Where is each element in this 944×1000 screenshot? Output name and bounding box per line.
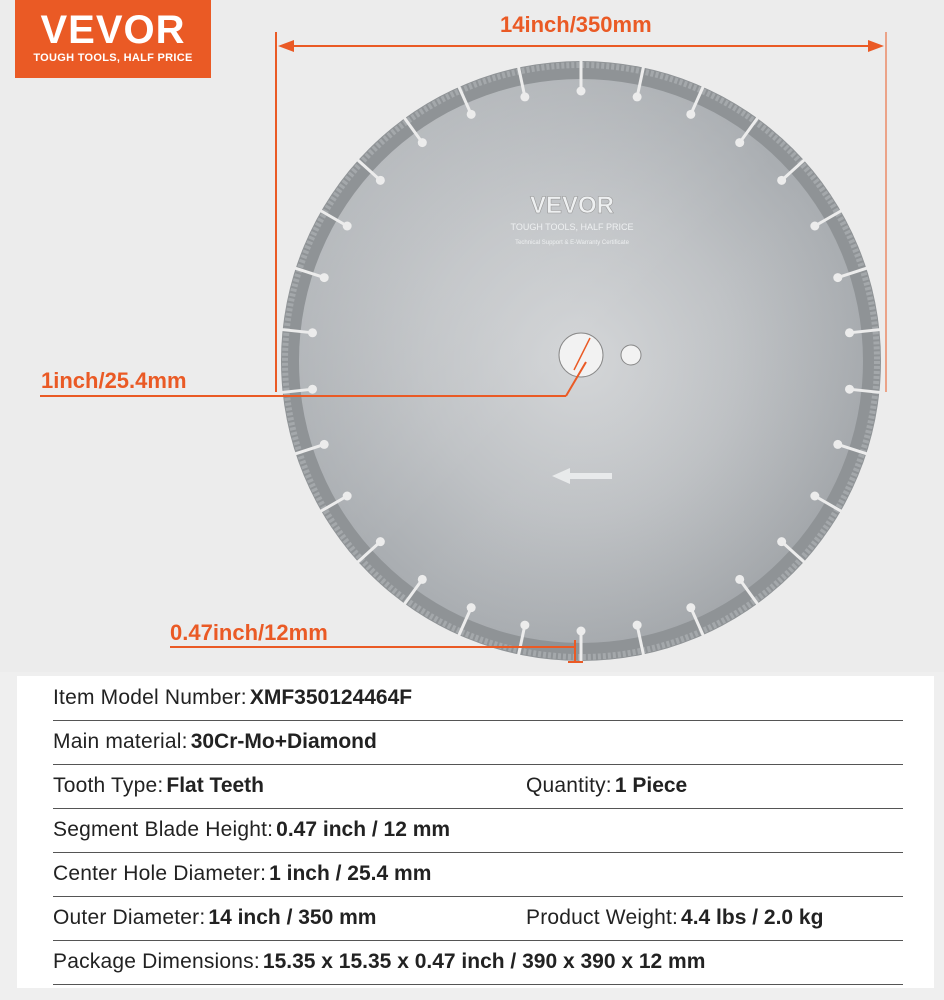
spec-value: 4.4 lbs / 2.0 kg xyxy=(681,906,824,929)
spec-value: 0.47 inch / 12 mm xyxy=(276,818,451,841)
logo-wordmark: VEVOR xyxy=(40,8,186,52)
gullet-hole xyxy=(633,92,642,101)
spec-label: Main material: xyxy=(53,730,188,753)
gullet-hole xyxy=(320,440,329,449)
spec-row-tooth-quantity xyxy=(53,764,903,809)
gullet-hole xyxy=(845,328,854,337)
gullet-hole xyxy=(343,222,352,231)
spec-row-material xyxy=(53,720,903,765)
center-hole-label: 1inch/25.4mm xyxy=(41,368,187,393)
gullet-hole xyxy=(833,440,842,449)
spec-label: Package Dimensions: xyxy=(53,950,260,973)
spec-row-segment xyxy=(53,808,903,853)
gullet-hole xyxy=(833,273,842,282)
spec-table xyxy=(17,676,934,988)
spec-value: Flat Teeth xyxy=(166,774,265,797)
spec-value: 30Cr-Mo+Diamond xyxy=(190,730,377,753)
spec-row-model xyxy=(53,676,903,721)
gullet-hole xyxy=(777,176,786,185)
gullet-hole xyxy=(418,138,427,147)
outer-diameter-label: 14inch/350mm xyxy=(500,12,652,37)
pin-hole xyxy=(621,345,641,365)
spec-value: 1 Piece xyxy=(614,774,688,797)
gullet-hole xyxy=(467,110,476,119)
gullet-hole xyxy=(320,273,329,282)
spec-label: Segment Blade Height: xyxy=(53,818,274,841)
spec-label: Tooth Type: xyxy=(53,774,164,797)
gullet-hole xyxy=(418,575,427,584)
segment-height-label: 0.47inch/12mm xyxy=(170,620,328,645)
gullet-hole xyxy=(735,138,744,147)
spec-value: 14 inch / 350 mm xyxy=(208,906,377,929)
spec-label: Quantity: xyxy=(526,774,612,797)
gullet-hole xyxy=(810,222,819,231)
gullet-hole xyxy=(735,575,744,584)
gullet-hole xyxy=(686,110,695,119)
spec-value: 1 inch / 25.4 mm xyxy=(269,862,432,885)
spec-label: Outer Diameter: xyxy=(53,906,206,929)
blade-print-line: Technical Support & E-Warranty Certificate xyxy=(515,240,629,246)
spec-label: Item Model Number: xyxy=(53,686,247,709)
gullet-hole xyxy=(308,328,317,337)
blade-print-tagline: TOUGH TOOLS, HALF PRICE xyxy=(510,222,634,232)
spec-label: Center Hole Diameter: xyxy=(53,862,267,885)
gullet-hole xyxy=(343,492,352,501)
gullet-hole xyxy=(520,92,529,101)
gullet-hole xyxy=(845,385,854,394)
spec-row-hole xyxy=(53,852,903,897)
gullet-hole xyxy=(810,492,819,501)
spec-value: 15.35 x 15.35 x 0.47 inch / 390 x 390 x 12 mm xyxy=(262,950,706,973)
blade-print-brand: VEVOR xyxy=(529,192,615,219)
gullet-hole xyxy=(777,537,786,546)
logo-tagline: TOUGH TOOLS, HALF PRICE xyxy=(33,52,193,64)
gullet-hole xyxy=(308,385,317,394)
gullet-hole xyxy=(520,621,529,630)
spec-row-outer-weight xyxy=(53,896,903,941)
spec-row-package xyxy=(53,940,903,985)
gullet-hole xyxy=(376,176,385,185)
gullet-hole xyxy=(686,603,695,612)
gullet-hole xyxy=(467,603,476,612)
spec-value: XMF350124464F xyxy=(249,686,413,709)
gullet-hole xyxy=(577,627,586,636)
gullet-hole xyxy=(376,537,385,546)
spec-label: Product Weight: xyxy=(526,906,679,929)
gullet-hole xyxy=(633,621,642,630)
gullet-hole xyxy=(577,87,586,96)
